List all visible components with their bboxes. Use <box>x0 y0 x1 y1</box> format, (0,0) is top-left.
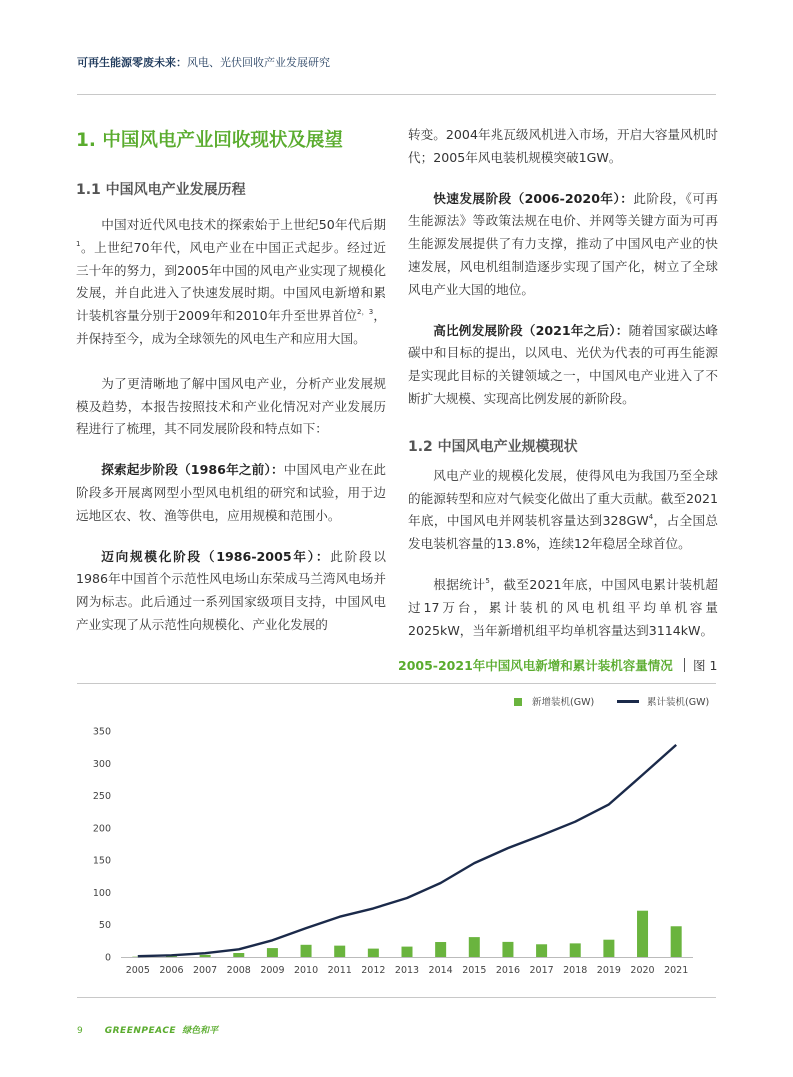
header-divider <box>77 94 716 95</box>
x-tick-label: 2021 <box>664 965 689 976</box>
figure-label: 图 1 <box>693 658 718 673</box>
paragraph-stage-2-cont: 转变。2004年兆瓦级风机进入市场，开启大容量风机时代；2005年风电装机规模突破1GW。 <box>408 127 718 165</box>
x-tick-label: 2005 <box>125 965 150 976</box>
x-tick-label: 2012 <box>361 965 386 976</box>
bar-new-capacity <box>200 955 211 957</box>
footnote-ref-5: 5 <box>485 576 490 585</box>
paragraph-stage-3: 快速发展阶段（2006-2020年）：此阶段，《可再生能源法》等政策法规在电价、并网等关键方面为可再生能源发展提供了有力支撑，推动了中国风电产业的快速发展，风电机组制造逐步实现了国产化，树立了全球风电产业大国的地位。 <box>408 190 719 297</box>
paragraph-stage-1: 探索起步阶段（1986年之前）：中国风电产业在此阶段多开展离网型小型风电机组的研究和试验，用于边远地区农、牧、渔等供电，应用规模和范围小。 <box>76 462 386 523</box>
bar-new-capacity <box>502 942 513 957</box>
x-tick-label: 2020 <box>630 965 655 976</box>
bar-new-capacity <box>435 942 446 957</box>
bar-new-capacity <box>536 944 547 957</box>
subsection-heading-1-2: 1.2 中国风电产业规模现状 <box>408 438 578 455</box>
bar-new-capacity <box>469 937 480 957</box>
legend-bar-swatch <box>514 698 522 706</box>
bar-new-capacity <box>671 926 682 957</box>
paragraph-scale: 风电产业的规模化发展，使得风电为我国乃至全球的能源转型和应对气候变化做出了重大贡献。截至2021年底，中国风电并网装机容量达到$328GW^4$，占全国总发电装机容量的13.8%，连续12年稳居全球首位。 <box>408 467 719 552</box>
bar-new-capacity <box>368 949 379 957</box>
bar-new-capacity <box>233 953 244 957</box>
y-tick-label: 0 <box>104 952 111 964</box>
bar-new-capacity <box>402 947 413 957</box>
figure-top-rule <box>77 683 716 684</box>
y-tick-label: 350 <box>92 726 111 738</box>
x-tick-label: 2009 <box>260 965 285 976</box>
figure-bottom-rule <box>77 997 716 998</box>
bar-new-capacity <box>301 945 312 957</box>
bar-new-capacity <box>334 946 345 957</box>
paragraph-history: 中国对近代风电技术的探索始于上世纪50年代后期$^1$。上世纪70年代，风电产业在中国正式起步。经过近三十年的努力，到2005年中国的风电产业实现了规模化发展，并自此进入了快速发展时期。中国风电新增和累计装机容量分别于2009年和2010年升至世界首位$^{2,3}$，并保持至今，成为全球领先的风电生产和应用大国。 <box>76 217 386 346</box>
x-tick-label: 2011 <box>327 965 352 976</box>
legend-item-new <box>514 694 594 708</box>
figure-label-wrap <box>684 656 717 674</box>
x-tick-label: 2007 <box>193 965 218 976</box>
x-tick-label: 2013 <box>394 965 420 976</box>
x-tick-label: 2006 <box>159 965 184 976</box>
greenpeace-logo-cn: 绿色和平 <box>182 1026 219 1036</box>
right-column <box>408 120 718 642</box>
legend-label-new: 新增装机(GW) <box>532 697 595 708</box>
stage-1-title: 探索起步阶段（1986年之前）： <box>101 462 284 478</box>
paragraph-overview: 为了更清晰地了解中国风电产业，分析产业发展规模及趋势，本报告按照技术和产业化情况对产业发展历程进行了梳理，其不同发展阶段和特点如下： <box>76 375 386 437</box>
figure-title: 2005-2021年中国风电新增和累计装机容量情况 <box>398 658 673 673</box>
footnote-ref-4: 4 <box>648 513 654 522</box>
footnote-ref-2-3: 2，3 <box>357 308 374 317</box>
bar-new-capacity <box>637 911 648 957</box>
x-tick-label: 2016 <box>495 965 521 976</box>
running-header: 可再生能源零废未来：风电、光伏回收产业发展研究 <box>77 56 330 69</box>
y-tick-label: 300 <box>92 758 111 770</box>
x-tick-label: 2019 <box>596 965 621 976</box>
page-number: 9 <box>77 1026 83 1036</box>
legend-label-cumulative: 累计装机(GW) <box>647 697 710 708</box>
greenpeace-logo: GREENPEACE <box>104 1026 177 1036</box>
bar-new-capacity <box>267 948 278 957</box>
x-tick-label: 2014 <box>428 965 453 976</box>
bar-new-capacity <box>570 943 581 957</box>
bar-new-capacity <box>603 940 614 957</box>
paragraph-stage-2: 迈向规模化阶段（1986-2005年）：此阶段以1986年中国首个示范性风电场山东荣成马兰湾风电场并网为标志。此后通过一系列国家级项目支持，中国风电产业实现了从示范性向规模化、产业化发展的 <box>76 548 387 632</box>
y-tick-label: 150 <box>92 855 111 867</box>
y-tick-label: 100 <box>92 887 111 899</box>
stage-2-title: 迈向规模化阶段（1986-2005年）： <box>101 548 331 564</box>
capacity-chart <box>77 715 716 983</box>
stage-3-title: 快速发展阶段（2006-2020年）： <box>433 190 634 206</box>
x-tick-label: 2008 <box>226 965 251 976</box>
subsection-heading-1-1: 1.1 中国风电产业发展历程 <box>76 182 246 198</box>
left-column <box>76 120 386 637</box>
page-footer <box>77 1023 218 1036</box>
y-tick-label: 250 <box>92 791 111 803</box>
x-tick-label: 2017 <box>529 965 554 976</box>
running-header-title: 可再生能源零废未来 <box>77 56 176 69</box>
footnote-ref-1: 1 <box>76 239 81 248</box>
legend-line-swatch <box>617 700 639 703</box>
x-tick-label: 2018 <box>563 965 588 976</box>
legend-item-cumulative <box>617 694 709 708</box>
stage-4-title: 高比例发展阶段（2021年之后）： <box>433 322 629 338</box>
line-cumulative-capacity <box>138 745 676 956</box>
y-tick-label: 50 <box>98 920 111 932</box>
x-tick-label: 2015 <box>462 965 487 976</box>
running-header-subtitle: 风电、光伏回收产业发展研究 <box>187 56 330 69</box>
y-tick-label: 200 <box>92 823 111 835</box>
figure-separator <box>684 658 685 672</box>
x-tick-label: 2010 <box>293 965 319 976</box>
section-heading: 1. 中国风电产业回收现状及展望 <box>76 130 343 151</box>
paragraph-stage-4: 高比例发展阶段（2021年之后）：随着国家碳达峰碳中和目标的提出，以风电、光伏为代表的可再生能源是实现此目标的关键领域之一，中国风电产业进入了不断扩大规模、实现高比例发展的新阶段。 <box>408 322 718 406</box>
paragraph-statistics: 根据统计$^5$，截至2021年底，中国风电累计装机超过17万台，累计装机的风电机组平均单机容量2025kW，当年新增机组平均单机容量达到3114kW。 <box>408 576 719 638</box>
